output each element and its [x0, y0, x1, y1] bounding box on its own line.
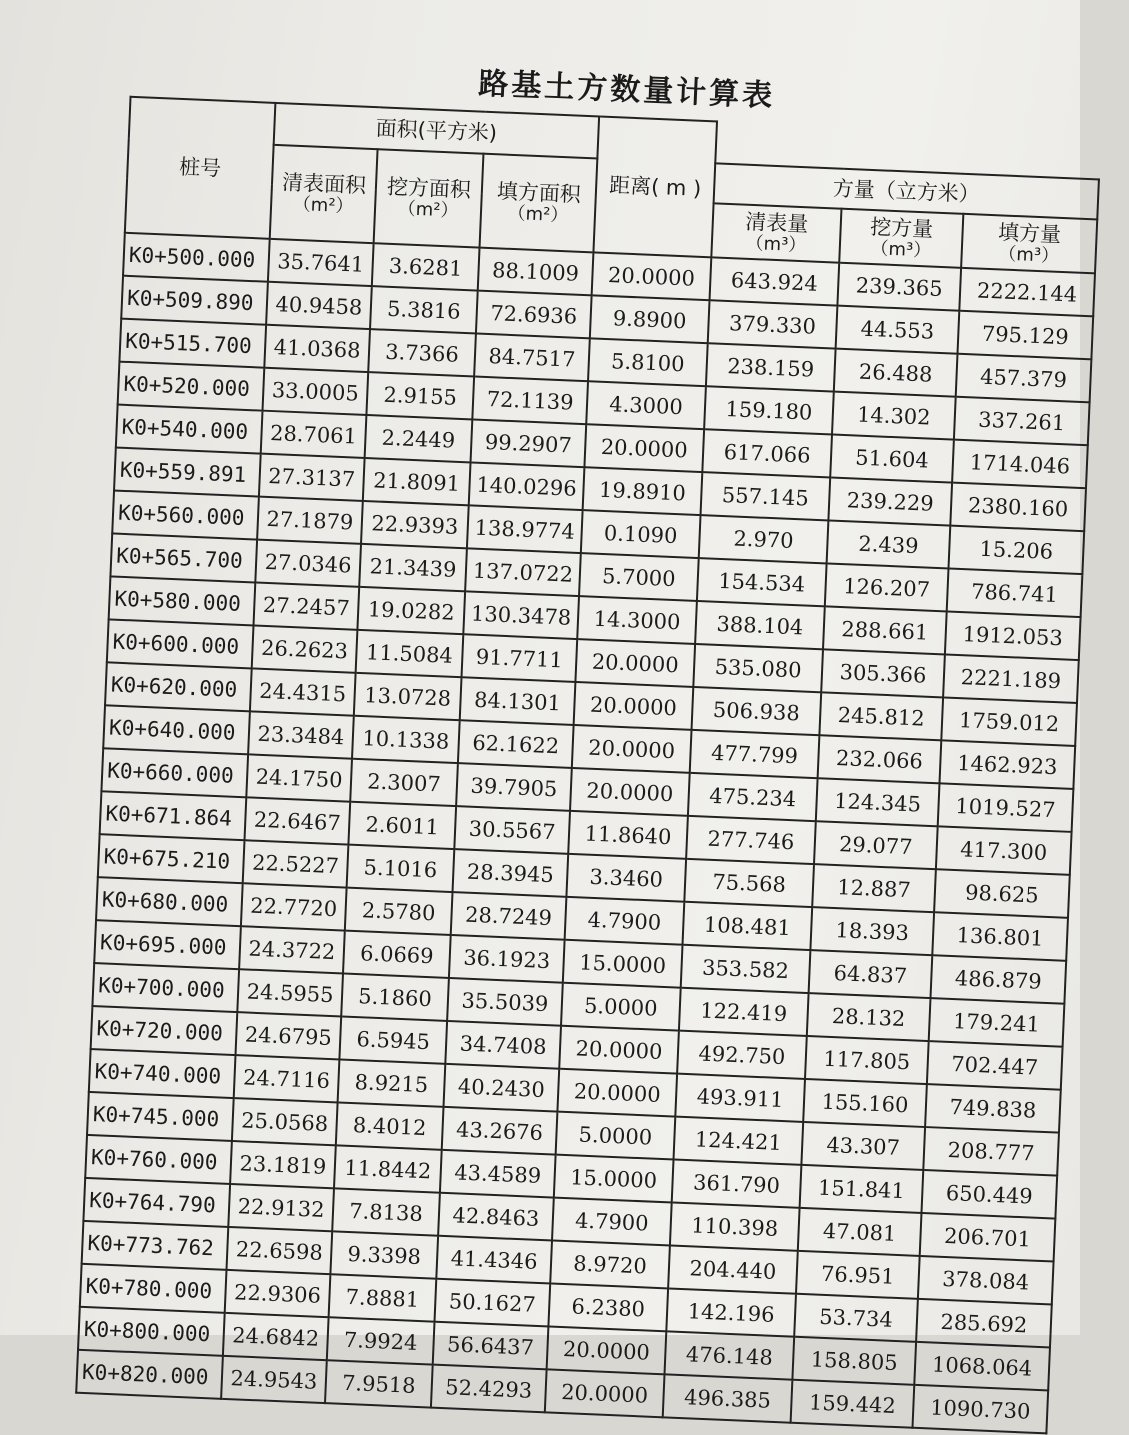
fill-volume-cell: 1090.730 — [912, 1385, 1048, 1434]
fill-volume-cell: 98.625 — [934, 869, 1070, 918]
clear-area-cell: 24.6842 — [223, 1313, 329, 1360]
clear-area-cell: 24.4315 — [250, 668, 356, 715]
fill-volume-cell: 1068.064 — [914, 1342, 1050, 1391]
cut-area-cell: 7.9924 — [327, 1317, 435, 1364]
fill-area-cell: 84.7517 — [474, 334, 590, 382]
fill-volume-cell: 15.206 — [948, 526, 1084, 575]
fill-area-cell: 56.6437 — [433, 1322, 549, 1370]
cut-volume-cell: 64.837 — [809, 950, 933, 998]
cut-area-cell: 6.0669 — [343, 931, 451, 978]
cut-area-cell: 3.7366 — [368, 329, 476, 376]
cut-volume-cell: 76.951 — [796, 1251, 920, 1299]
station-cell: K0+700.000 — [92, 963, 239, 1012]
distance-cell: 4.3000 — [586, 381, 706, 429]
clear-volume-cell: 388.104 — [695, 601, 825, 649]
fill-volume-cell: 136.801 — [932, 912, 1068, 961]
fill-volume-cell: 1462.923 — [939, 740, 1075, 789]
station-cell: K0+500.000 — [123, 233, 270, 282]
distance-cell: 5.8100 — [588, 338, 708, 386]
cut-area-cell: 6.5945 — [339, 1016, 447, 1063]
cut-area-cell: 7.8881 — [329, 1274, 437, 1321]
station-cell: K0+680.000 — [96, 877, 243, 926]
fill-area-cell: 137.0722 — [465, 548, 581, 596]
fill-area-cell: 140.0296 — [469, 462, 585, 510]
clear-volume-cell: 353.582 — [681, 945, 811, 993]
cut-area-cell: 3.6281 — [372, 243, 480, 290]
distance-cell: 5.0000 — [556, 1112, 676, 1160]
fill-area-cell: 28.3945 — [453, 849, 569, 897]
fill-area-cell: 41.4346 — [436, 1236, 552, 1284]
fill-volume-cell: 179.241 — [929, 998, 1065, 1047]
clear-volume-cell: 110.398 — [670, 1202, 800, 1250]
distance-cell: 20.0000 — [574, 682, 694, 730]
fill-area-cell: 88.1009 — [478, 248, 594, 296]
fill-area-cell: 91.7711 — [462, 634, 578, 682]
cut-volume-cell: 29.077 — [814, 821, 938, 869]
clear-volume-cell: 496.385 — [663, 1374, 793, 1422]
clear-area-cell: 27.3137 — [259, 454, 365, 501]
fill-volume-cell: 285.692 — [916, 1299, 1052, 1348]
station-cell: K0+773.762 — [82, 1221, 229, 1270]
clear-volume-cell: 277.746 — [686, 816, 816, 864]
cut-volume-cell: 124.345 — [816, 778, 940, 826]
station-cell: K0+540.000 — [116, 405, 263, 454]
clear-area-cell: 22.5227 — [243, 840, 349, 887]
fill-area-cell: 36.1923 — [449, 935, 565, 983]
header-cut-volume: 挖方量 （m³） — [839, 209, 963, 268]
fill-area-cell: 130.3478 — [463, 591, 579, 639]
distance-cell: 20.0000 — [547, 1326, 667, 1374]
fill-volume-cell: 457.379 — [956, 354, 1092, 403]
cut-volume-cell: 159.442 — [791, 1380, 915, 1428]
cut-volume-cell: 26.488 — [834, 349, 958, 397]
cut-volume-cell: 18.393 — [810, 907, 934, 955]
fill-area-cell: 35.5039 — [447, 978, 563, 1026]
distance-cell: 20.0000 — [557, 1069, 677, 1117]
cut-area-cell: 11.8442 — [334, 1145, 442, 1192]
clear-area-cell: 24.9543 — [221, 1356, 327, 1403]
clear-volume-cell: 142.196 — [666, 1288, 796, 1336]
station-cell: K0+515.700 — [119, 319, 266, 368]
fill-volume-cell: 378.084 — [918, 1256, 1054, 1305]
distance-cell: 4.7900 — [552, 1198, 672, 1246]
distance-cell: 20.0000 — [592, 252, 712, 300]
distance-cell: 5.0000 — [561, 983, 681, 1031]
clear-volume-cell: 124.421 — [674, 1117, 804, 1165]
cut-area-cell: 7.9518 — [325, 1360, 433, 1407]
clear-area-cell: 22.9132 — [228, 1184, 334, 1231]
clear-area-cell: 40.9458 — [266, 282, 372, 329]
cut-volume-cell: 239.229 — [828, 477, 952, 525]
fill-volume-cell: 650.449 — [921, 1170, 1057, 1219]
fill-area-cell: 28.7249 — [451, 892, 567, 940]
fill-volume-cell: 486.879 — [930, 955, 1066, 1004]
fill-volume-cell: 1759.012 — [941, 697, 1077, 746]
cut-volume-cell: 245.812 — [819, 692, 943, 740]
clear-volume-cell: 2.970 — [699, 515, 829, 563]
clear-area-cell: 27.1879 — [257, 497, 363, 544]
fill-volume-cell: 337.261 — [954, 397, 1090, 446]
fill-area-cell: 50.1627 — [435, 1279, 551, 1327]
cut-area-cell: 7.8138 — [332, 1188, 440, 1235]
distance-cell: 8.9720 — [550, 1240, 670, 1288]
clear-volume-cell: 617.066 — [702, 429, 832, 477]
distance-cell: 14.3000 — [577, 596, 697, 644]
distance-cell: 3.3460 — [566, 854, 686, 902]
clear-volume-cell: 159.180 — [704, 386, 834, 434]
fill-area-cell: 34.7408 — [445, 1021, 561, 1069]
cut-area-cell: 8.9215 — [338, 1059, 446, 1106]
cut-area-cell: 10.1338 — [352, 716, 460, 763]
clear-volume-cell: 477.799 — [690, 730, 820, 778]
cut-volume-cell: 126.207 — [825, 563, 949, 611]
station-cell: K0+560.000 — [112, 490, 259, 539]
station-cell: K0+820.000 — [76, 1350, 223, 1399]
paper-sheet — [0, 36, 1129, 1424]
fill-area-cell: 43.2676 — [442, 1107, 558, 1155]
clear-area-cell: 24.5955 — [237, 969, 343, 1016]
station-cell: K0+600.000 — [107, 619, 254, 668]
clear-volume-cell: 122.419 — [679, 988, 809, 1036]
clear-area-cell: 28.7061 — [261, 411, 367, 458]
clear-area-cell: 22.9306 — [225, 1270, 331, 1317]
distance-cell: 0.1090 — [581, 510, 701, 558]
clear-volume-cell: 643.924 — [710, 257, 840, 305]
fill-area-cell: 40.2430 — [444, 1064, 560, 1112]
distance-cell: 20.0000 — [572, 725, 692, 773]
distance-cell: 20.0000 — [570, 768, 690, 816]
fill-volume-cell: 749.838 — [925, 1084, 1061, 1133]
header-cut-area: 挖方面积 （m²） — [374, 149, 484, 247]
fill-volume-cell: 417.300 — [936, 826, 1072, 875]
header-fill-volume: 填方量 （m³） — [961, 214, 1097, 274]
clear-volume-cell: 379.330 — [708, 300, 838, 348]
clear-volume-cell: 75.568 — [684, 859, 814, 907]
clear-area-cell: 23.1819 — [230, 1141, 336, 1188]
clear-area-cell: 24.6795 — [235, 1012, 341, 1059]
station-cell: K0+660.000 — [101, 748, 248, 797]
fill-volume-cell: 2380.160 — [950, 483, 1086, 532]
cut-volume-cell: 158.805 — [792, 1337, 916, 1385]
fill-area-cell: 99.2907 — [471, 419, 587, 467]
clear-area-cell: 27.0346 — [255, 540, 361, 587]
clear-area-cell: 27.2457 — [254, 582, 360, 629]
cut-area-cell: 11.5084 — [356, 630, 464, 677]
cut-volume-cell: 305.366 — [821, 649, 945, 697]
clear-area-cell: 24.7116 — [234, 1055, 340, 1102]
clear-volume-cell: 506.938 — [692, 687, 822, 735]
fill-volume-cell: 702.447 — [927, 1041, 1063, 1090]
cut-volume-cell: 151.841 — [800, 1165, 924, 1213]
distance-cell: 11.8640 — [568, 811, 688, 859]
fill-volume-cell: 2221.189 — [943, 654, 1079, 703]
fill-volume-cell: 1714.046 — [952, 440, 1088, 489]
cut-area-cell: 9.3398 — [330, 1231, 438, 1278]
distance-cell: 5.7000 — [579, 553, 699, 601]
cut-area-cell: 22.9393 — [361, 501, 469, 548]
cut-area-cell: 19.0282 — [357, 587, 465, 634]
cut-area-cell: 5.1860 — [341, 974, 449, 1021]
cut-volume-cell: 117.805 — [805, 1036, 929, 1084]
station-cell: K0+764.790 — [83, 1178, 230, 1227]
cut-volume-cell: 232.066 — [818, 735, 942, 783]
clear-volume-cell: 493.911 — [675, 1074, 805, 1122]
cut-area-cell: 5.1016 — [347, 845, 455, 892]
clear-volume-cell: 492.750 — [677, 1031, 807, 1079]
fill-volume-cell: 208.777 — [923, 1127, 1059, 1176]
station-cell: K0+620.000 — [105, 662, 252, 711]
station-cell: K0+800.000 — [78, 1307, 225, 1356]
clear-area-cell: 35.7641 — [268, 239, 374, 286]
clear-area-cell: 26.2623 — [252, 625, 358, 672]
cut-area-cell: 8.4012 — [336, 1102, 444, 1149]
cut-volume-cell: 43.307 — [801, 1122, 925, 1170]
cut-area-cell: 2.2449 — [365, 415, 473, 462]
clear-area-cell: 23.3484 — [248, 711, 354, 758]
cut-area-cell: 13.0728 — [354, 673, 462, 720]
distance-cell: 20.0000 — [575, 639, 695, 687]
cut-area-cell: 2.3007 — [350, 759, 458, 806]
clear-area-cell: 41.0368 — [264, 325, 370, 372]
fill-area-cell: 84.1301 — [460, 677, 576, 725]
station-cell: K0+760.000 — [85, 1135, 232, 1184]
station-cell: K0+720.000 — [91, 1006, 238, 1055]
header-distance: 距离( m ) — [593, 116, 717, 257]
fill-volume-cell: 795.129 — [958, 311, 1094, 360]
fill-volume-cell: 2222.144 — [959, 268, 1095, 317]
clear-area-cell: 24.1750 — [246, 754, 352, 801]
header-area-group: 面积(平方米) — [274, 103, 599, 159]
fill-volume-cell: 206.701 — [920, 1213, 1056, 1262]
cut-volume-cell: 44.553 — [836, 306, 960, 354]
header-clear-area: 清表面积 （m²） — [270, 145, 378, 243]
clear-volume-cell: 154.534 — [697, 558, 827, 606]
clear-area-cell: 33.0005 — [263, 368, 369, 415]
cut-volume-cell: 47.081 — [798, 1208, 922, 1256]
station-cell: K0+580.000 — [109, 576, 256, 625]
fill-area-cell: 72.1139 — [472, 376, 588, 424]
clear-area-cell: 22.6467 — [245, 797, 351, 844]
fill-area-cell: 30.5567 — [454, 806, 570, 854]
cut-area-cell: 2.5780 — [345, 888, 453, 935]
fill-area-cell: 62.1622 — [458, 720, 574, 768]
distance-cell: 6.2380 — [548, 1283, 668, 1331]
cut-volume-cell: 288.661 — [823, 606, 947, 654]
clear-area-cell: 22.6598 — [226, 1227, 332, 1274]
station-cell: K0+565.700 — [110, 533, 257, 582]
clear-volume-cell: 475.234 — [688, 773, 818, 821]
station-cell: K0+520.000 — [118, 362, 265, 411]
header-clear-volume: 清表量 （m³） — [711, 203, 841, 262]
earthwork-table — [75, 96, 1102, 1435]
clear-volume-cell: 476.148 — [665, 1331, 795, 1379]
fill-area-cell: 42.8463 — [438, 1193, 554, 1241]
station-cell: K0+675.210 — [98, 834, 245, 883]
fill-area-cell: 43.4589 — [440, 1150, 556, 1198]
distance-cell: 19.8910 — [583, 467, 703, 515]
header-fill-area: 填方面积 （m²） — [480, 154, 598, 253]
cut-volume-cell: 239.365 — [837, 263, 961, 311]
distance-cell: 20.0000 — [545, 1369, 665, 1417]
station-cell: K0+559.891 — [114, 448, 261, 497]
distance-cell: 20.0000 — [584, 424, 704, 472]
distance-cell: 4.7900 — [565, 897, 685, 945]
station-cell: K0+509.890 — [121, 276, 268, 325]
clear-volume-cell: 557.145 — [701, 472, 831, 520]
distance-cell: 20.0000 — [559, 1026, 679, 1074]
cut-area-cell: 2.9155 — [366, 372, 474, 419]
cut-volume-cell: 155.160 — [803, 1079, 927, 1127]
page-title: 路基土方数量计算表 — [477, 66, 776, 114]
clear-volume-cell: 361.790 — [672, 1160, 802, 1208]
cut-area-cell: 21.3439 — [359, 544, 467, 591]
station-cell: K0+671.864 — [100, 791, 247, 840]
cut-volume-cell: 53.734 — [794, 1294, 918, 1342]
distance-cell: 15.0000 — [554, 1155, 674, 1203]
distance-cell: 15.0000 — [563, 940, 683, 988]
fill-volume-cell: 1019.527 — [938, 783, 1074, 832]
station-cell: K0+780.000 — [80, 1264, 227, 1313]
clear-volume-cell: 108.481 — [683, 902, 813, 950]
clear-area-cell: 25.0568 — [232, 1098, 338, 1145]
station-cell: K0+745.000 — [87, 1092, 234, 1141]
table-body — [76, 233, 1095, 1434]
station-cell: K0+740.000 — [89, 1049, 236, 1098]
fill-volume-cell: 786.741 — [947, 569, 1083, 618]
clear-volume-cell: 238.159 — [706, 343, 836, 391]
cut-area-cell: 21.8091 — [363, 458, 471, 505]
cut-volume-cell: 2.439 — [827, 520, 951, 568]
cut-volume-cell: 12.887 — [812, 864, 936, 912]
cut-area-cell: 2.6011 — [348, 802, 456, 849]
station-cell: K0+640.000 — [103, 705, 250, 754]
cut-volume-cell: 51.604 — [830, 435, 954, 483]
clear-area-cell: 24.3722 — [239, 926, 345, 973]
cut-volume-cell: 14.302 — [832, 392, 956, 440]
clear-area-cell: 22.7720 — [241, 883, 347, 930]
cut-area-cell: 5.3816 — [370, 286, 478, 333]
header-volume-group: 方量（立方米） — [714, 163, 1099, 219]
clear-volume-cell: 204.440 — [668, 1245, 798, 1293]
fill-area-cell: 39.7905 — [456, 763, 572, 811]
header-station: 桩号 — [125, 97, 276, 239]
fill-area-cell: 138.9774 — [467, 505, 583, 553]
fill-area-cell: 72.6936 — [476, 291, 592, 339]
fill-volume-cell: 1912.053 — [945, 611, 1081, 660]
clear-volume-cell: 535.080 — [693, 644, 823, 692]
fill-area-cell: 52.4293 — [431, 1365, 547, 1413]
distance-cell: 9.8900 — [590, 295, 710, 343]
station-cell: K0+695.000 — [94, 920, 241, 969]
cut-volume-cell: 28.132 — [807, 993, 931, 1041]
